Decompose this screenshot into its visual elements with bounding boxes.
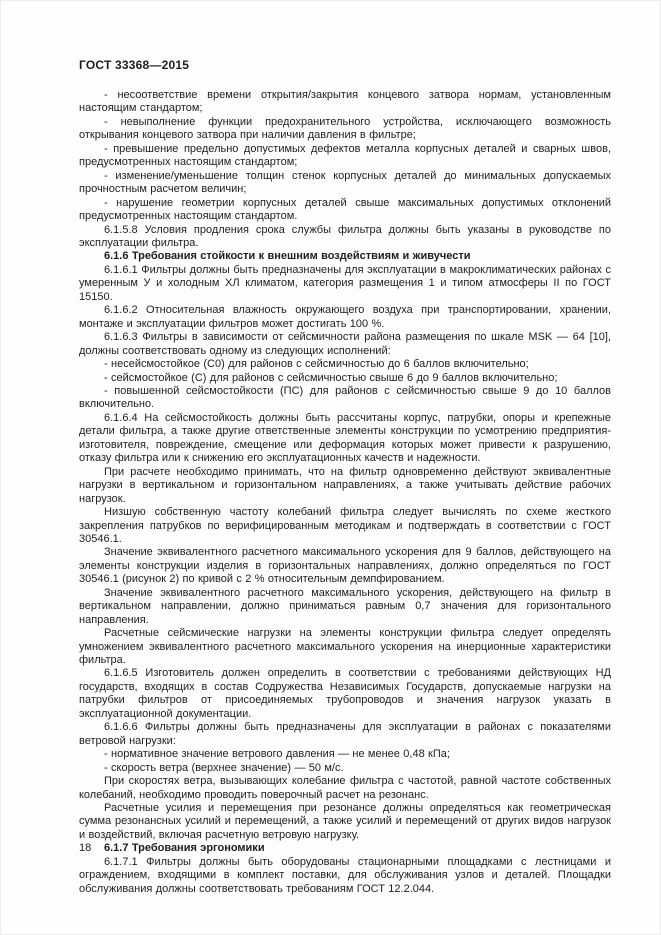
paragraph: Низшую собственную частоту колебаний фильтра следует вычислять по схеме жесткого закрепления патрубков по верифицированным методикам и подтверждать в соответствии с ГОСТ 30546.1. <box>79 506 611 545</box>
paragraph: При расчете необходимо принимать, что на фильтр одновременно действуют эквивалентные нагрузки в вертикальном и горизонтальном направлениях, а также учитывать действие рабочих нагрузок. <box>79 465 611 505</box>
paragraph: - превышение предельно допустимых дефектов металла корпусных деталей и сварных швов, предусмотренных настоящим стандартом; <box>79 142 611 169</box>
paragraph: Расчетные сейсмические нагрузки на элементы конструкции фильтра следует определять умножением эквивалентного расчетного максимального ускорения на инерционные характеристики фильтра. <box>79 627 611 667</box>
section-heading: 6.1.6 Требования стойкости к внешним воздействиям и живучести <box>104 250 471 263</box>
document-body <box>79 89 611 896</box>
document-header-standard-number: ГОСТ 33368—2015 <box>79 58 190 72</box>
paragraph: 6.1.6.4 На сейсмостойкость должны быть рассчитаны корпус, патрубки, опоры и крепежные детали фильтра, а также другие ответственные элементы конструкции по усмотрению предприятия-изготовителя, повреждение, смещение или деформация которых может привести к разрушению, отказу фильтра или к снижению его эксплуатационных качеств и надежности. <box>79 411 611 465</box>
paragraph: 6.1.6.5 Изготовитель должен определить в соответствии с требованиями действующих НД государств, входящих в состав Содружества Независимых Государств, допускаемые нагрузки на патрубки фильтров от присоединяемых трубопроводов и значения нагрузок указать в эксплуатационной документации. <box>79 667 611 720</box>
paragraph: Значение эквивалентного расчетного максимального ускорения, действующего на фильтр в вертикальном направлении, должно приниматься равным 0,7 значения для горизонтального направления. <box>79 586 611 626</box>
paragraph: - скорость ветра (верхнее значение) — 50 м/с. <box>104 761 344 774</box>
section-heading: 6.1.7 Требования эргономики <box>104 842 265 855</box>
paragraph: - нарушение геометрии корпусных деталей свыше максимальных допустимых отклонений предусмотренных настоящим стандартом. <box>79 196 611 223</box>
paragraph: - несоответствие времени открытия/закрытия концевого затвора нормам, установленным настоящим стандартом; <box>79 89 611 115</box>
paragraph: Расчетные усилия и перемещения при резонансе должны определяться как геометрическая сумма резонансных усилий и перемещений, а также усилий и перемещений от других видов нагрузок и воздействий, включая расчетную ветровую нагрузку. <box>79 802 611 841</box>
paragraph: - повышенной сейсмостойкости (ПС) для районов с сейсмичностью свыше 9 до 10 баллов включительно. <box>79 384 611 411</box>
paragraph: 6.1.6.6 Фильтры должны быть предназначены для эксплуатации в районах с показателями ветровой нагрузки: <box>79 721 611 747</box>
paragraph: - несейсмостойкое (С0) для районов с сейсмичностью до 6 баллов включительно; <box>104 358 529 371</box>
paragraph: - невыполнение функции предохранительного устройства, исключающего возможность открывания концевого затвора при наличии давления в фильтре; <box>79 115 611 142</box>
paragraph: - сейсмостойкое (С) для районов с сейсмичностью свыше 6 до 9 баллов включительно; <box>104 371 558 384</box>
paragraph: 6.1.6.3 Фильтры в зависимости от сейсмичности района размещения по шкале MSK — 64 [10], должны соответствовать одному из следующих исполнений: <box>79 331 611 357</box>
paragraph: 6.1.6.1 Фильтры должны быть предназначены для эксплуатации в макроклиматических районах с умеренным У и холодным ХЛ климатом, категория размещения 1 и типом атмосферы II по ГОСТ 15150. <box>79 263 611 303</box>
page-number: 18 <box>79 842 92 854</box>
paragraph: - нормативное значение ветрового давления — не менее 0,48 кПа; <box>104 748 450 761</box>
paragraph: 6.1.5.8 Условия продления срока службы фильтра должны быть указаны в руководстве по эксплуатации фильтра. <box>79 223 611 249</box>
paragraph: 6.1.6.2 Относительная влажность окружающего воздуха при транспортировании, хранении, монтаже и эксплуатации фильтров может достигать 100 %. <box>79 304 611 330</box>
paragraph: - изменение/уменьшение толщин стенок корпусных деталей до минимальных допускаемых прочностным расчетом величин; <box>79 169 611 196</box>
paragraph: При скоростях ветра, вызывающих колебание фильтра с частотой, равной частоте собственных колебаний, необходимо проводить поверочный расчет на резонанс. <box>79 775 611 801</box>
paragraph: 6.1.7.1 Фильтры должны быть оборудованы стационарными площадками с лестницами и ограждением, входящими в комплект поставки, для обслуживания узлов и деталей. Площадки обслуживания должны соответствовать требованиям ГОСТ 12.2.044. <box>79 855 611 895</box>
paragraph: Значение эквивалентного расчетного максимального ускорения для 9 баллов, действующего на элементы конструкции изделия в горизонтальных направлениях, должно определяться по ГОСТ 30546.1 (рисунок 2) по кривой с 2 % относительным демпфированием. <box>79 546 611 586</box>
